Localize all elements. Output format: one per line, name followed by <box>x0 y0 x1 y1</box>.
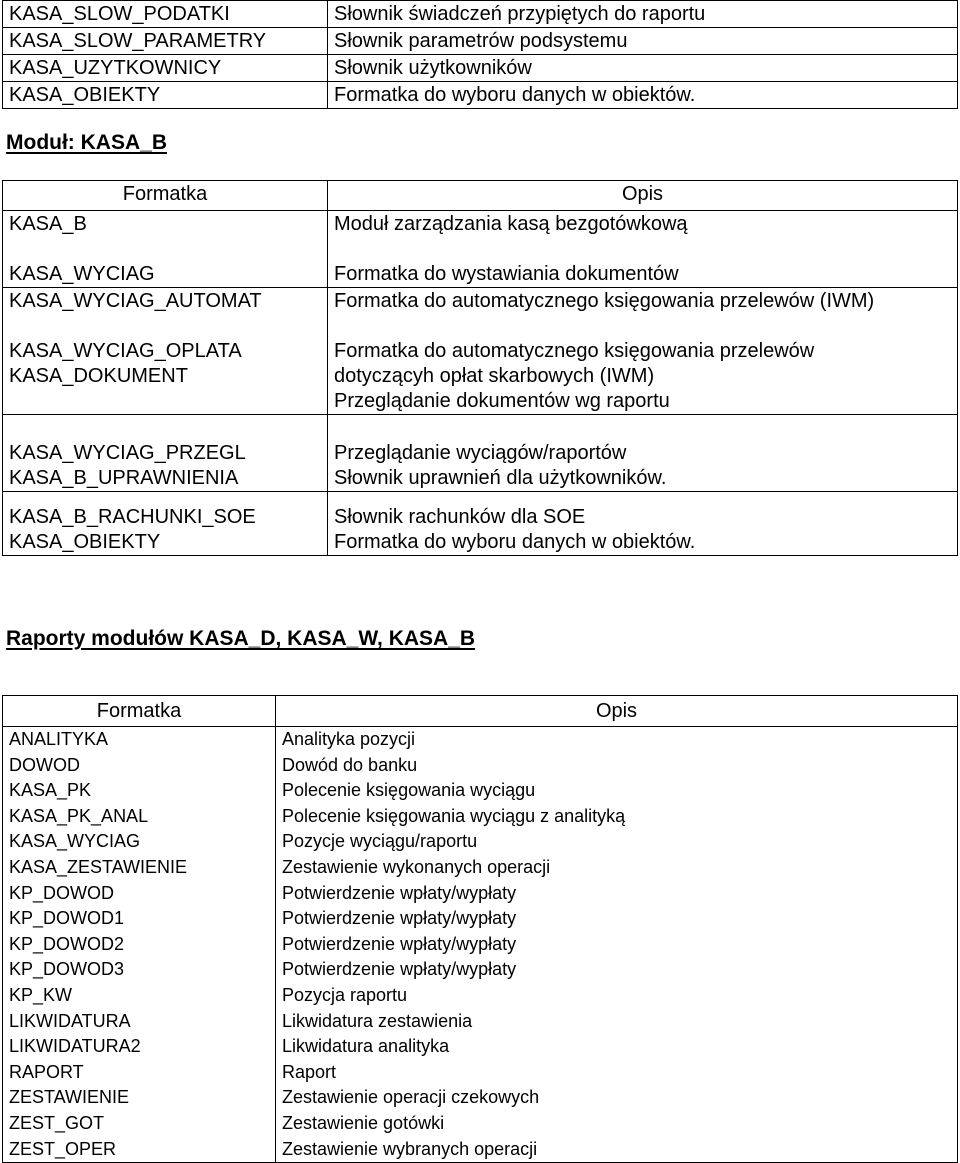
formatka-text: KASA_B_UPRAWNIENIA <box>9 467 239 489</box>
table-row <box>3 288 958 415</box>
formatka-text: KASA_PK <box>9 780 92 801</box>
opis-cell: Słownik parametrów podsystemu <box>328 28 958 55</box>
formatka-text: KASA_WYCIAG_AUTOMAT <box>9 290 262 312</box>
opis-text: Pozycja raportu <box>282 984 408 1005</box>
opis-text: Potwierdzenie wpłaty/wypłaty <box>282 908 517 929</box>
table-row <box>3 727 958 1163</box>
formatka-cell <box>3 492 328 556</box>
formatka-text: ZESTAWIENIE <box>9 1087 130 1108</box>
column-header-formatka: Formatka <box>3 696 276 727</box>
formatka-text: KP_DOWOD2 <box>9 933 125 954</box>
opis-text: Analityka pozycji <box>282 729 416 749</box>
formatka-text: LIKWIDATURA2 <box>9 1036 141 1057</box>
opis-cell <box>328 492 958 556</box>
opis-text: Dowód do banku <box>282 754 418 775</box>
formatka-text: KASA_WYCIAG <box>9 263 155 285</box>
module-heading: Moduł: KASA_B <box>6 131 167 154</box>
formatka-text: KASA_WYCIAG_OPLATA <box>9 340 242 362</box>
opis-cell: Formatka do wyboru danych w obiektów. <box>328 82 958 109</box>
opis-text: Moduł zarządzania kasą bezgotówkową <box>334 213 688 235</box>
table-row <box>3 82 958 109</box>
opis-text: Pozycje wyciągu/raportu <box>282 831 478 852</box>
formatka-cell: KASA_SLOW_PARAMETRY <box>3 28 328 55</box>
table-header-row <box>3 181 958 211</box>
opis-text: Potwierdzenie wpłaty/wypłaty <box>282 882 517 903</box>
top-table <box>2 0 958 109</box>
table-row <box>3 492 958 556</box>
formatka-text: KP_DOWOD1 <box>9 908 125 929</box>
formatka-cell <box>3 211 328 288</box>
column-header-opis: Opis <box>328 181 958 211</box>
formatka-text: LIKWIDATURA <box>9 1010 131 1031</box>
opis-text: Polecenie księgowania wyciągu <box>282 780 536 801</box>
opis-cell: Słownik użytkowników <box>328 55 958 82</box>
formatka-text: KASA_OBIEKTY <box>9 531 161 553</box>
column-header-formatka: Formatka <box>3 181 328 211</box>
formatka-cell: KASA_UZYTKOWNICY <box>3 55 328 82</box>
opis-text: Potwierdzenie wpłaty/wypłaty <box>282 933 517 954</box>
module-table <box>2 180 958 556</box>
table-row <box>3 211 958 288</box>
opis-text: Słownik uprawnień dla użytkowników. <box>334 467 667 489</box>
opis-text: Zestawienie wybranych operacji <box>282 1138 538 1159</box>
formatka-text: KASA_WYCIAG_PRZEGL <box>9 442 246 464</box>
formatka-text: RAPORT <box>9 1061 84 1082</box>
formatka-cell <box>3 288 328 415</box>
formatka-cell <box>3 415 328 492</box>
opis-text: Formatka do wystawiania dokumentów <box>334 263 679 285</box>
opis-text: Formatka do wyboru danych w obiektów. <box>334 531 696 553</box>
formatka-text: KASA_WYCIAG <box>9 831 141 852</box>
formatka-text: KASA_DOKUMENT <box>9 365 188 387</box>
opis-cell <box>328 288 958 415</box>
formatka-text: KASA_B <box>9 213 87 235</box>
opis-text: Raport <box>282 1061 337 1082</box>
table-row <box>3 28 958 55</box>
opis-cell: Słownik świadczeń przypiętych do raportu <box>328 1 958 28</box>
formatka-text: ZEST_GOT <box>9 1112 105 1133</box>
table-header-row <box>3 696 958 727</box>
opis-text: Słownik rachunków dla SOE <box>334 506 586 528</box>
opis-text: Likwidatura zestawienia <box>282 1010 473 1031</box>
formatka-text: ANALITYKA <box>9 729 109 749</box>
opis-text: Przeglądanie wyciągów/raportów <box>334 442 627 464</box>
opis-text: Polecenie księgowania wyciągu z analityką <box>282 805 626 826</box>
formatka-text: DOWOD <box>9 754 80 775</box>
opis-text: Formatka do automatycznego księgowania przelewów (IWM) <box>334 290 875 312</box>
opis-text: Przeglądanie dokumentów wg raportu <box>334 390 670 412</box>
reports-table <box>2 695 958 1163</box>
opis-cell <box>276 727 958 1163</box>
table-row <box>3 1 958 28</box>
opis-text: Potwierdzenie wpłaty/wypłaty <box>282 959 517 980</box>
opis-text: Likwidatura analityka <box>282 1036 450 1057</box>
formatka-text: KASA_ZESTAWIENIE <box>9 856 188 877</box>
opis-text: Zestawienie wykonanych operacji <box>282 856 551 877</box>
table-row <box>3 415 958 492</box>
reports-heading: Raporty modułów KASA_D, KASA_W, KASA_B <box>6 627 476 650</box>
formatka-cell: KASA_OBIEKTY <box>3 82 328 109</box>
opis-cell <box>328 211 958 288</box>
opis-text: Zestawienie gotówki <box>282 1112 445 1133</box>
formatka-text: KP_DOWOD <box>9 882 115 903</box>
column-header-opis: Opis <box>276 696 958 727</box>
opis-cell <box>328 415 958 492</box>
opis-text: Formatka do automatycznego księgowania przelewów dotyczącyh opłat skarbowych (IWM) <box>334 340 815 387</box>
formatka-text: KASA_B_RACHUNKI_SOE <box>9 506 256 528</box>
formatka-text: KP_DOWOD3 <box>9 959 125 980</box>
formatka-text: ZEST_OPER <box>9 1138 117 1159</box>
table-row <box>3 55 958 82</box>
formatka-cell: KASA_SLOW_PODATKI <box>3 1 328 28</box>
opis-text: Zestawienie operacji czekowych <box>282 1087 540 1108</box>
formatka-text: KP_KW <box>9 984 73 1005</box>
formatka-text: KASA_PK_ANAL <box>9 805 149 826</box>
formatka-cell <box>3 727 276 1163</box>
